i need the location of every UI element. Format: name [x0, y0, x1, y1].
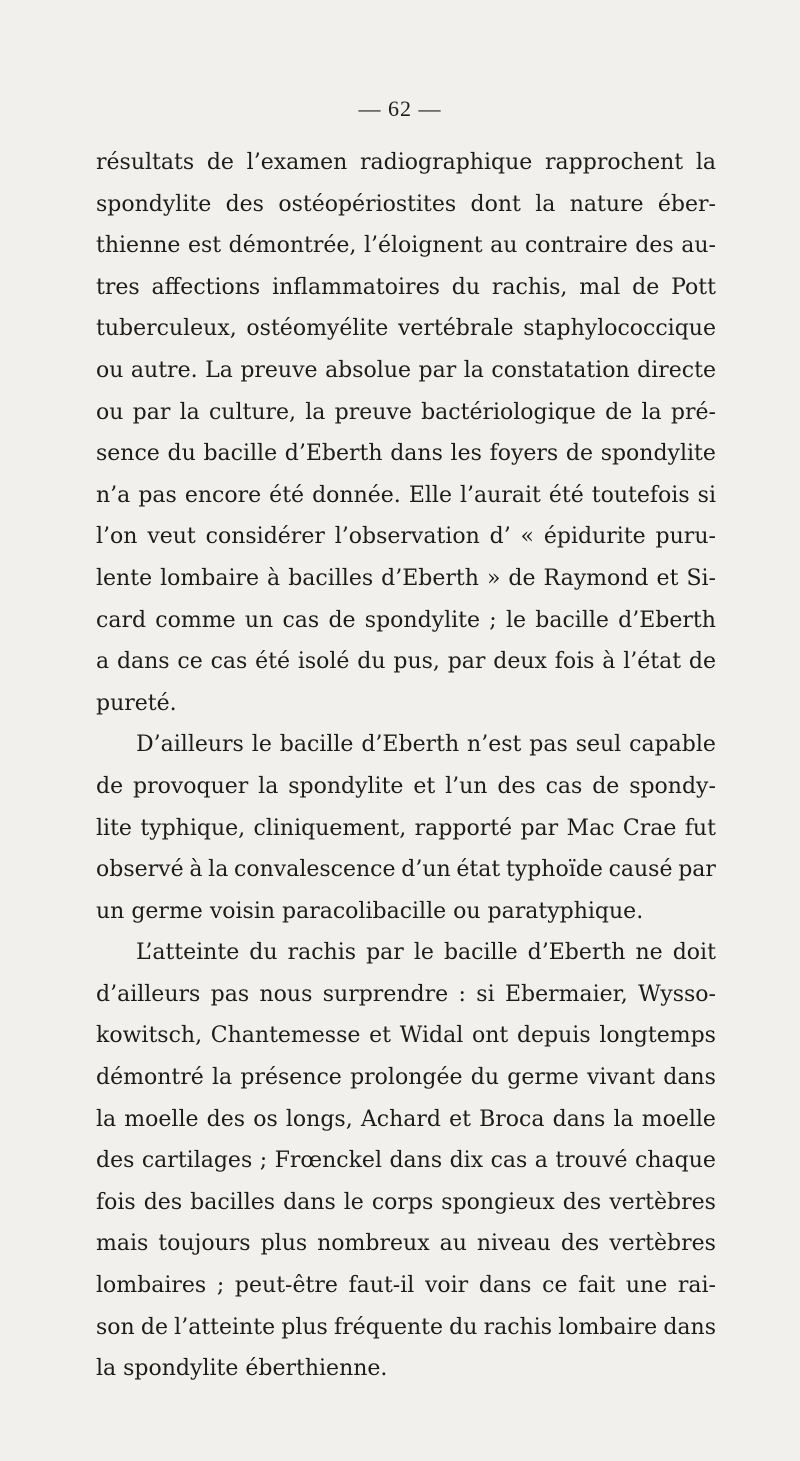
text-line: d’ailleurs pas nous surprendre : si Ebermaier, Wysso-	[96, 981, 716, 1007]
text-line: l’on veut considérer l’observation d’ « épidurite puru-	[96, 524, 716, 550]
text-line: la spondylite éberthienne.	[96, 1356, 388, 1382]
text-line: résultats de l’examen radiographique rapprochent la	[96, 150, 716, 175]
text-line: la moelle des os longs, Achard et Broca dans la moelle	[96, 1106, 716, 1132]
text-line: thienne est démontrée, l’éloignent au contraire des au-	[96, 233, 716, 259]
paragraph	[96, 142, 716, 724]
text-line: ou autre. La preuve absolue par la constatation directe	[96, 357, 716, 383]
paragraph	[96, 724, 716, 932]
text-line: démontré la présence prolongée du germe vivant dans	[96, 1065, 716, 1091]
text-line: lombaires ; peut-être faut-il voir dans ce fait une rai-	[96, 1273, 716, 1299]
text-line: D’ailleurs le bacille d’Eberth n’est pas seul capable	[136, 732, 716, 758]
text-line: card comme un cas de spondylite ; le bacille d’Eberth	[96, 607, 716, 633]
text-line: son de l’atteinte plus fréquente du rachis lombaire dans	[96, 1314, 716, 1340]
text-line: des cartilages ; Frœnckel dans dix cas a trouvé chaque	[96, 1148, 716, 1174]
text-line: lite typhique, cliniquement, rapporté par Mac Crae fut	[96, 815, 716, 841]
text-line: mais toujours plus nombreux au niveau des vertèbres	[96, 1231, 716, 1257]
text-line: a dans ce cas été isolé du pus, par deux fois à l’état de	[96, 649, 716, 675]
text-line: ou par la culture, la preuve bactériologique de la pré-	[96, 399, 716, 425]
text-line: kowitsch, Chantemesse et Widal ont depuis longtemps	[96, 1023, 716, 1049]
text-line: n’a pas encore été donnée. Elle l’aurait été toutefois si	[96, 482, 716, 508]
paragraph	[96, 932, 716, 1390]
text-line: spondylite des ostéopériostites dont la nature éber-	[96, 191, 716, 217]
text-line: de provoquer la spondylite et l’un des cas de spondy-	[96, 773, 716, 799]
text-line: observé à la convalescence d’un état typhoïde causé par	[96, 857, 716, 883]
text-line: tres affections inflammatoires du rachis, mal de Pott	[96, 274, 716, 300]
text-line: L’atteinte du rachis par le bacille d’Eberth ne doit	[136, 940, 716, 966]
text-line: tuberculeux, ostéomyélite vertébrale staphylococcique	[96, 316, 716, 342]
text-line: pureté.	[96, 690, 177, 716]
text-line: lente lombaire à bacilles d’Eberth » de Raymond et Si-	[96, 565, 716, 591]
text-line: un germe voisin paracolibacille ou paratyphique.	[96, 898, 644, 924]
text-line: sence du bacille d’Eberth dans les foyers de spondylite	[96, 441, 716, 467]
text-line: fois des bacilles dans le corps spongieux des vertèbres	[96, 1189, 716, 1215]
body-text	[96, 142, 716, 1390]
page-number: — 62 —	[358, 96, 442, 121]
